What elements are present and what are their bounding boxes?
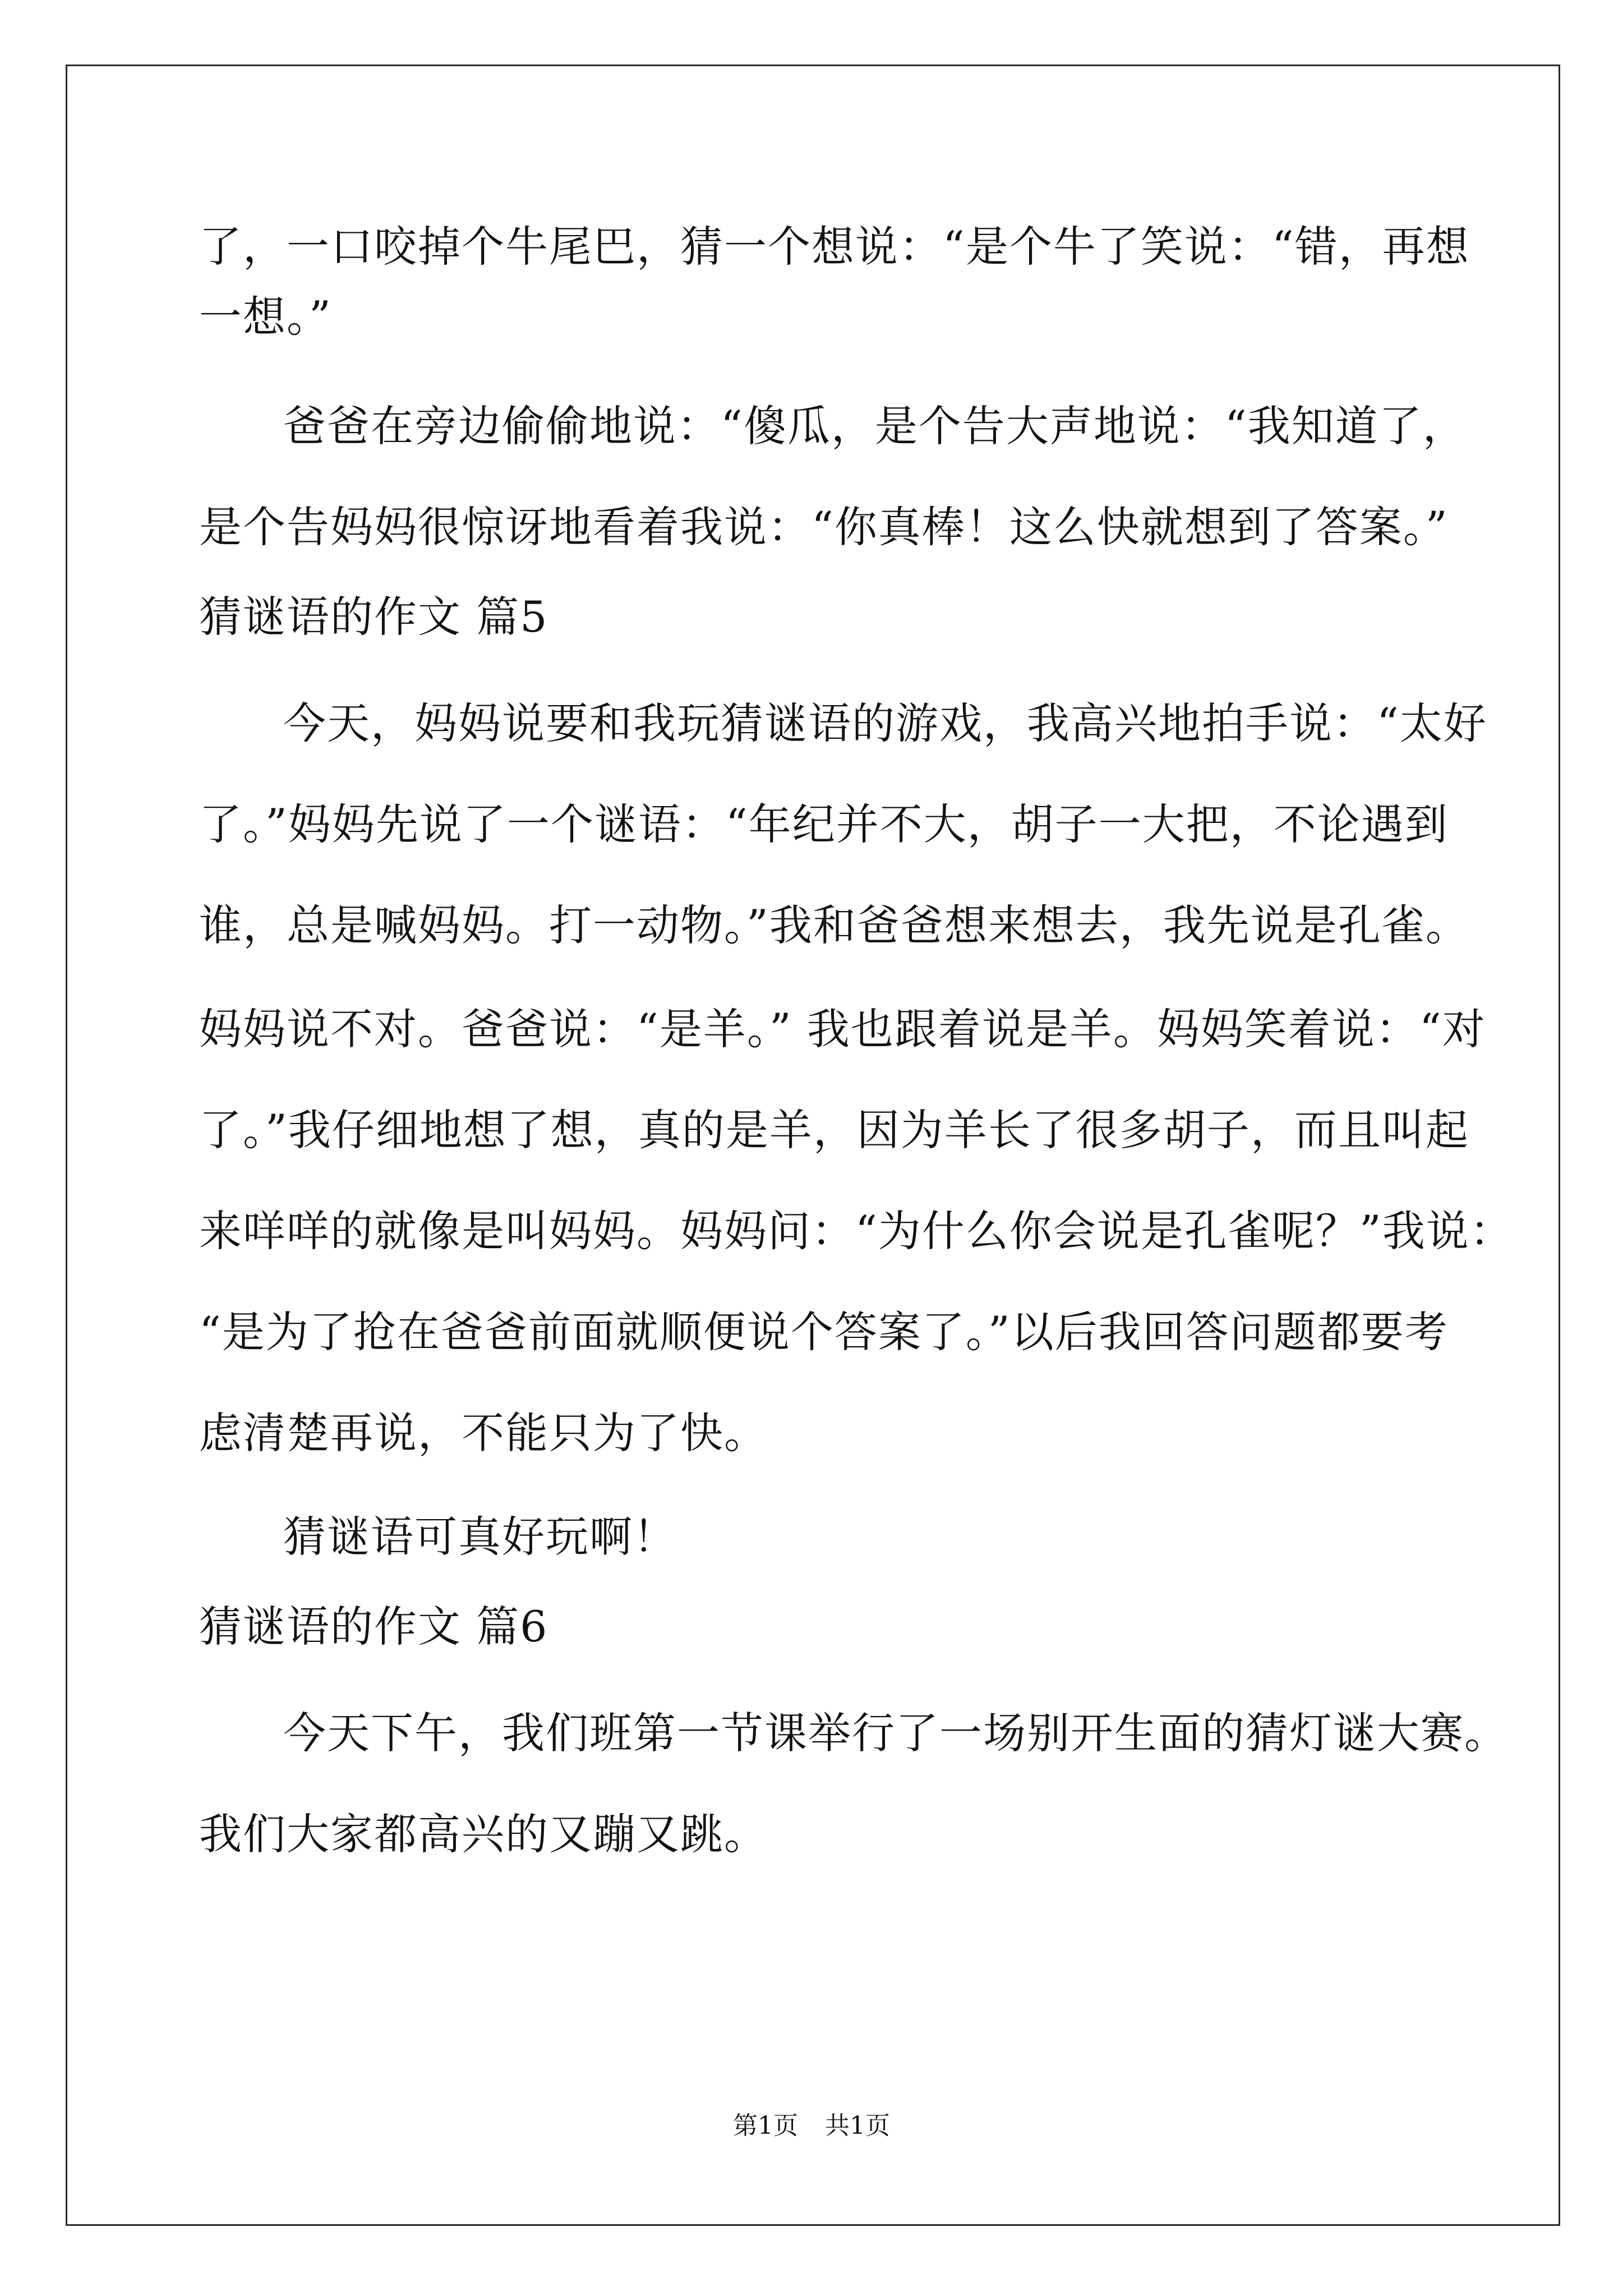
text-line: 了。”我仔细地想了想，真的是羊，因为羊长了很多胡子，而且叫起 <box>199 1105 1469 1155</box>
page-number: 第1页 <box>733 2111 798 2140</box>
text-line: “是为了抢在爸爸前面就顺便说个答案了。”以后我回答问题都要考 <box>199 1307 1449 1357</box>
text-line: 我们大家都高兴的又蹦又跳。 <box>199 1809 768 1859</box>
text-line: 一想。” <box>199 292 332 342</box>
text-line: 谁，总是喊妈妈。打一动物。”我和爸爸想来想去，我先说是孔雀。 <box>199 900 1469 950</box>
paragraph-start-line: 今天，妈妈说要和我玩猜谜语的游戏，我高兴地拍手说：“太好 <box>283 698 1487 748</box>
section-heading: 猜谜语的作文 篇6 <box>199 1602 548 1651</box>
page-footer <box>0 2109 1623 2143</box>
paragraph-start-line: 猜谜语可真好玩啊！ <box>283 1512 677 1562</box>
paragraph-start-line: 爸爸在旁边偷偷地说：“傻瓜，是个告大声地说：“我知道了， <box>283 401 1467 451</box>
text-line: 来咩咩的就像是叫妈妈。妈妈问：“为什么你会说是孔雀呢？”我说： <box>199 1206 1514 1256</box>
text-line: 了，一口咬掉个牛尾巴，猜一个想说：“是个牛了笑说：“错，再想 <box>199 222 1470 272</box>
text-line: 了。”妈妈先说了一个谜语：“年纪并不大，胡子一大把，不论遇到 <box>199 799 1449 849</box>
page-total: 共1页 <box>825 2111 890 2140</box>
section-heading: 猜谜语的作文 篇5 <box>199 592 548 642</box>
text-line: 是个告妈妈很惊讶地看着我说：“你真棒！这么快就想到了答案。” <box>199 502 1449 552</box>
text-line: 虑清楚再说，不能只为了快。 <box>199 1408 768 1458</box>
paragraph-start-line: 今天下午，我们班第一节课举行了一场别开生面的猜灯谜大赛。 <box>283 1708 1508 1758</box>
text-line: 妈妈说不对。爸爸说：“是羊。” 我也跟着说是羊。妈妈笑着说：“对 <box>199 1004 1486 1054</box>
